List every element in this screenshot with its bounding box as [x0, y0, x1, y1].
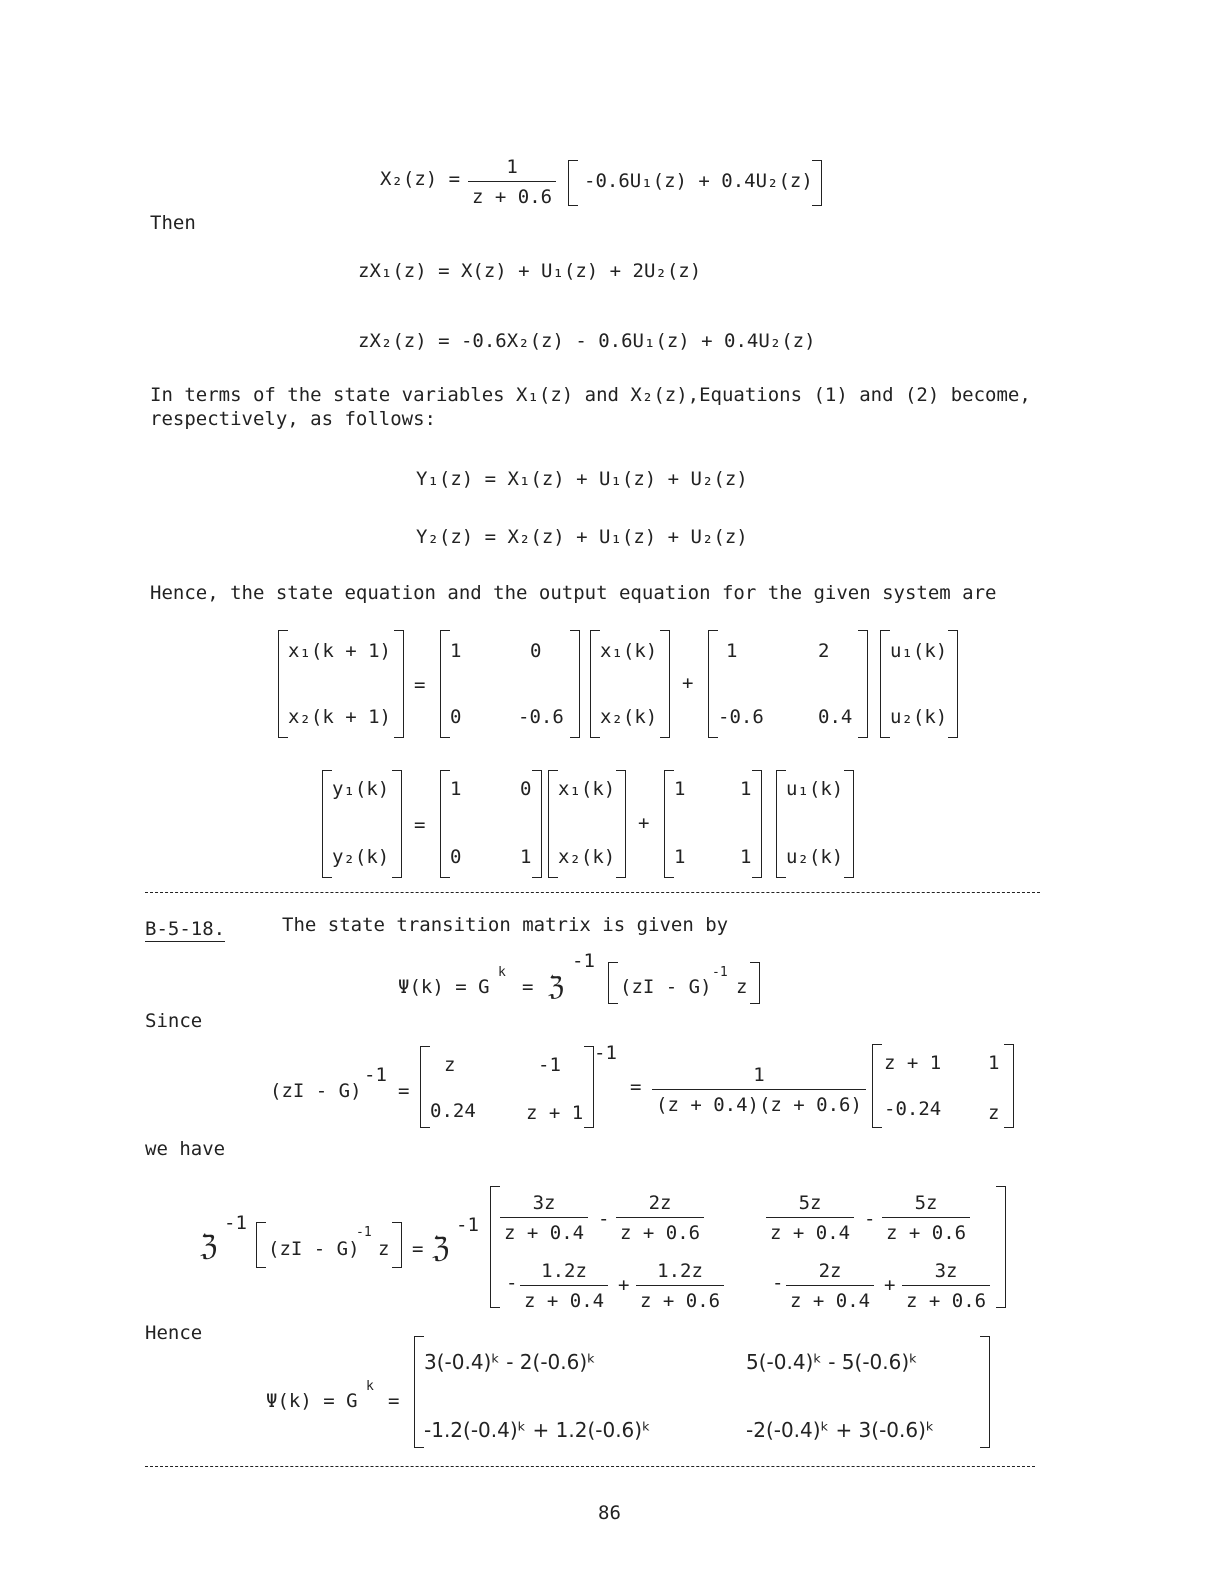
adj-bracket-right — [1004, 1044, 1014, 1128]
stm-k: k — [498, 965, 506, 980]
u-bracket-left — [880, 630, 890, 738]
d-11: 1 — [740, 846, 752, 868]
zt-a-den1: z + 0.4 — [504, 1222, 585, 1244]
c-00: 1 — [450, 778, 462, 800]
ou-1: u₂(k) — [786, 846, 844, 868]
zt-lhs-z: ℨ — [200, 1229, 218, 1262]
zt-b-frac2 — [882, 1192, 970, 1244]
zt-lhs-inv: -1 — [224, 1212, 247, 1234]
stm-bracket-left — [608, 962, 618, 1004]
h-bracket-left — [708, 630, 718, 738]
h-00: 1 — [726, 640, 738, 662]
zt-lhs-z2: z — [378, 1238, 390, 1260]
c-bracket-right — [532, 770, 542, 878]
y-0: y₁(k) — [332, 778, 390, 800]
res-bracket-left — [414, 1336, 424, 1448]
state-lhs-bracket-right — [394, 630, 404, 738]
adj-01: 1 — [988, 1052, 1000, 1074]
eq-y2: Y₂(z) = X₂(z) + U₁(z) + U₂(z) — [416, 526, 748, 548]
g-bracket-left — [440, 630, 450, 738]
res-eq: = — [388, 1390, 400, 1412]
stm-inner-sup: -1 — [712, 965, 728, 980]
x-0: x₁(k) — [600, 640, 658, 662]
then-text: Then — [150, 212, 196, 234]
zt-b-num1: 5z — [766, 1192, 854, 1218]
zt-d-frac1 — [786, 1260, 874, 1312]
we-have-text: we have — [145, 1138, 226, 1160]
zt-d-op: + — [884, 1274, 896, 1296]
divider-2 — [145, 1466, 1035, 1467]
res-k: k — [366, 1379, 374, 1394]
inv-m-00: z — [444, 1054, 456, 1076]
g-00: 1 — [450, 640, 462, 662]
inv-matrix-bracket-right — [584, 1046, 594, 1128]
g-11: -0.6 — [518, 706, 564, 728]
eq-zx2: zX₂(z) = -0.6X₂(z) - 0.6U₁(z) + 0.4U₂(z) — [358, 330, 816, 352]
x2-bracket-left — [568, 160, 578, 206]
ox-bracket-left — [548, 770, 558, 878]
d-10: 1 — [674, 846, 686, 868]
ox-0: x₁(k) — [558, 778, 616, 800]
x2-frac-den: z + 0.6 — [472, 186, 553, 208]
problem-label: B-5-18. — [145, 918, 226, 940]
zt-c-frac1 — [520, 1260, 608, 1312]
inv-fraction — [652, 1064, 866, 1116]
output-eq-sign: = — [414, 814, 426, 836]
zt-a-frac1 — [500, 1192, 588, 1244]
g-01: 0 — [530, 640, 542, 662]
zt-d-frac2 — [902, 1260, 990, 1312]
zt-a-den2: z + 0.6 — [620, 1222, 701, 1244]
x2-frac-num: 1 — [468, 156, 556, 182]
ou-bracket-left — [776, 770, 786, 878]
zt-c-num2: 1.2z — [636, 1260, 724, 1286]
stm-lhs: Ψ(k) = G — [398, 976, 490, 998]
divider-1 — [145, 892, 1040, 893]
h-01: 2 — [818, 640, 830, 662]
inv-matrix-bracket-left — [420, 1046, 430, 1128]
y-bracket-left — [322, 770, 332, 878]
hence-text: Hence — [145, 1322, 203, 1344]
zt-matrix-bracket-right — [996, 1186, 1006, 1308]
zt-d-num1: 2z — [786, 1260, 874, 1286]
stm-inner-z: z — [736, 976, 748, 998]
c-11: 1 — [520, 846, 532, 868]
x-1: x₂(k) — [600, 706, 658, 728]
zt-d-den2: z + 0.6 — [906, 1290, 987, 1312]
inv-m-10: 0.24 — [430, 1100, 476, 1122]
h-bracket-right — [858, 630, 868, 738]
x2-bracket-right — [812, 160, 822, 206]
para-line2: respectively, as follows: — [150, 408, 436, 430]
zt-lhs-sup: -1 — [356, 1225, 372, 1240]
inv-matrix-sup: -1 — [594, 1042, 617, 1064]
inv-eq2: = — [630, 1076, 642, 1098]
x2-bracket-content: -0.6U₁(z) + 0.4U₂(z) — [584, 170, 813, 192]
res-bracket-right — [980, 1336, 990, 1448]
c-10: 0 — [450, 846, 462, 868]
ox-1: x₂(k) — [558, 846, 616, 868]
zt-a-op: - — [598, 1208, 610, 1230]
zt-c-den2: z + 0.6 — [640, 1290, 721, 1312]
state-plus: + — [682, 672, 694, 694]
zt-lhs-bracket-left — [256, 1222, 266, 1268]
state-lhs-0: x₁(k + 1) — [288, 640, 391, 662]
g-10: 0 — [450, 706, 462, 728]
inv-frac-den: (z + 0.4)(z + 0.6) — [656, 1094, 862, 1116]
zt-c-num1: 1.2z — [520, 1260, 608, 1286]
state-lhs-1: x₂(k + 1) — [288, 706, 391, 728]
zt-rhs-inv: -1 — [456, 1214, 479, 1236]
zt-a-num2: 2z — [616, 1192, 704, 1218]
x2-fraction — [468, 156, 556, 208]
x2-lhs: X₂(z) = — [380, 168, 461, 190]
u-1: u₂(k) — [890, 706, 948, 728]
h-11: 0.4 — [818, 706, 853, 728]
zt-lhs-bracket: (zI - G) — [268, 1238, 360, 1260]
zt-d-pre: - — [772, 1272, 784, 1294]
g-bracket-right — [570, 630, 580, 738]
zt-lhs-bracket-right — [392, 1222, 402, 1268]
res-lhs: Ψ(k) = G — [266, 1390, 358, 1412]
u-0: u₁(k) — [890, 640, 948, 662]
res-d: -2(-0.4)ᵏ + 3(-0.6)ᵏ — [746, 1418, 935, 1442]
stm-inv: -1 — [572, 950, 595, 972]
u-bracket-right — [948, 630, 958, 738]
adj-10: -0.24 — [884, 1098, 942, 1120]
x-bracket-left — [590, 630, 600, 738]
eq-zx1: zX₁(z) = X(z) + U₁(z) + 2U₂(z) — [358, 260, 702, 282]
zt-b-den2: z + 0.6 — [886, 1222, 967, 1244]
state-lhs-bracket-left — [278, 630, 288, 738]
ou-bracket-right — [844, 770, 854, 878]
adj-00: z + 1 — [884, 1052, 942, 1074]
eq-y1: Y₁(z) = X₁(z) + U₁(z) + U₂(z) — [416, 468, 748, 490]
zt-b-op: - — [864, 1208, 876, 1230]
stm-bracket-right — [750, 962, 760, 1004]
h-10: -0.6 — [718, 706, 764, 728]
ox-bracket-right — [616, 770, 626, 878]
zt-b-den1: z + 0.4 — [770, 1222, 851, 1244]
inv-sup: -1 — [364, 1064, 387, 1086]
d-01: 1 — [740, 778, 752, 800]
zt-eq: = — [412, 1238, 424, 1260]
inv-eq: = — [398, 1080, 410, 1102]
stm-bracket: (zI - G) — [620, 976, 712, 998]
x-bracket-right — [660, 630, 670, 738]
para-line1: In terms of the state variables X₁(z) and X₂(z),Equations (1) and (2) become, — [150, 384, 1031, 406]
res-b: 5(-0.4)ᵏ - 5(-0.6)ᵏ — [746, 1350, 918, 1374]
zt-a-num1: 3z — [500, 1192, 588, 1218]
d-bracket-left — [664, 770, 674, 878]
hence-line: Hence, the state equation and the output equation for the given system are — [150, 582, 997, 604]
inv-lhs: (zI - G) — [270, 1080, 362, 1102]
zt-c-den1: z + 0.4 — [524, 1290, 605, 1312]
page-number: 86 — [598, 1502, 621, 1524]
zt-c-op: + — [618, 1274, 630, 1296]
problem-text: The state transition matrix is given by — [282, 914, 729, 936]
zt-b-num2: 5z — [882, 1192, 970, 1218]
y-bracket-right — [392, 770, 402, 878]
inv-frac-num: 1 — [652, 1064, 866, 1090]
res-a: 3(-0.4)ᵏ - 2(-0.6)ᵏ — [424, 1350, 596, 1374]
res-c: -1.2(-0.4)ᵏ + 1.2(-0.6)ᵏ — [424, 1418, 651, 1442]
state-eq-sign: = — [414, 674, 426, 696]
zt-d-den1: z + 0.4 — [790, 1290, 871, 1312]
ou-0: u₁(k) — [786, 778, 844, 800]
d-00: 1 — [674, 778, 686, 800]
y-1: y₂(k) — [332, 846, 390, 868]
adj-bracket-left — [872, 1044, 882, 1128]
output-plus: + — [638, 812, 650, 834]
c-bracket-left — [440, 770, 450, 878]
inv-m-01: -1 — [538, 1054, 561, 1076]
stm-z-transform: ℨ — [548, 972, 565, 1002]
zt-b-frac1 — [766, 1192, 854, 1244]
c-01: 0 — [520, 778, 532, 800]
d-bracket-right — [752, 770, 762, 878]
zt-d-num2: 3z — [902, 1260, 990, 1286]
inv-m-11: z + 1 — [526, 1102, 584, 1124]
since-text: Since — [145, 1010, 203, 1032]
stm-eq: = — [522, 976, 534, 998]
zt-rhs-z: ℨ — [432, 1231, 450, 1264]
zt-c-frac2 — [636, 1260, 724, 1312]
zt-matrix-bracket-left — [490, 1186, 500, 1308]
zt-c-pre: - — [506, 1272, 518, 1294]
zt-a-frac2 — [616, 1192, 704, 1244]
adj-11: z — [988, 1102, 1000, 1124]
